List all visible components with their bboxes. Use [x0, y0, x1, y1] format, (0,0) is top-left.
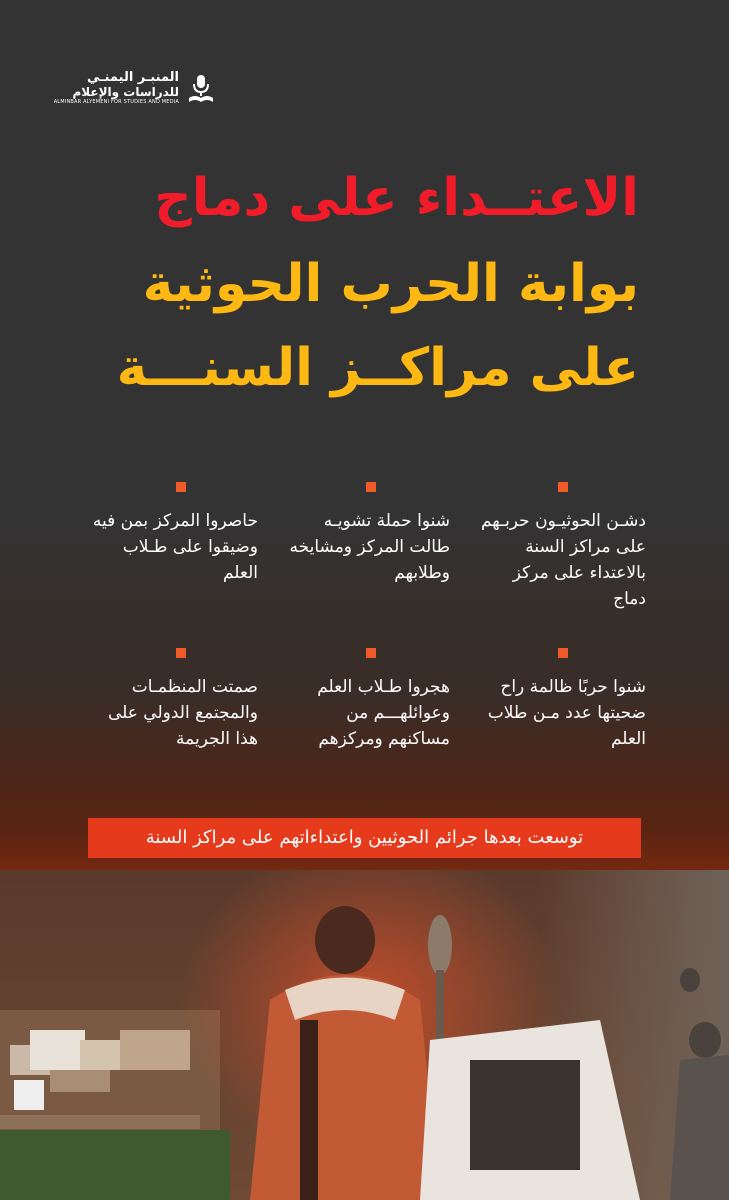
fact-item	[476, 508, 646, 612]
logo-name-english: ALMINBAR ALYEMENI FOR STUDIES AND MEDIA	[53, 99, 179, 105]
logo-name: المنبـر اليمنـي	[87, 70, 179, 85]
photo-collage	[0, 870, 729, 1200]
bullet-marker	[558, 648, 568, 658]
bullet-marker	[176, 648, 186, 658]
microphone-book-icon	[185, 72, 217, 104]
fact-item	[88, 674, 258, 752]
summary-banner: توسعت بعدها جرائم الحوثيين واعتداءاتهم على مراكز السنة	[88, 818, 641, 858]
logo-subtitle: للدراسات والإعلام	[72, 85, 179, 99]
bullet-marker	[558, 482, 568, 492]
headline-line-2: بوابة الحرب الحوثية	[142, 254, 639, 314]
fact-text: هجروا طـلاب العلم وعوائلهـــم من مساكنهم ومركزهم	[317, 677, 450, 749]
bullet-marker	[366, 482, 376, 492]
fact-text: حاصروا المركز بمن فيه وضيقوا على طـلاب العلم	[92, 511, 258, 583]
headline-line-1: الاعتــداء على دماج	[154, 168, 639, 228]
fact-text: صمتت المنظمـات والمجتمع الدولي على هذا الجريمة	[107, 677, 258, 749]
logo-text	[54, 70, 179, 106]
bullet-marker	[176, 482, 186, 492]
fact-item	[88, 508, 258, 586]
fact-text: شنوا حربًا ظالمة راح ضحيتها عدد مـن طلاب العلم	[487, 677, 646, 749]
fact-text: دشـن الحوثيـون حربـهم على مراكز السنة بالاعتداء على مركز دماج	[480, 511, 646, 609]
fact-item	[280, 674, 450, 752]
bullet-marker	[366, 648, 376, 658]
fact-text: شنوا حملة تشويـه طالت المركز ومشايخه وطلابهم	[289, 511, 450, 583]
fact-item	[280, 508, 450, 586]
headline-line-3: على مراكــز السنـــة	[116, 338, 639, 398]
brand-logo	[53, 70, 217, 110]
fact-item	[476, 674, 646, 752]
